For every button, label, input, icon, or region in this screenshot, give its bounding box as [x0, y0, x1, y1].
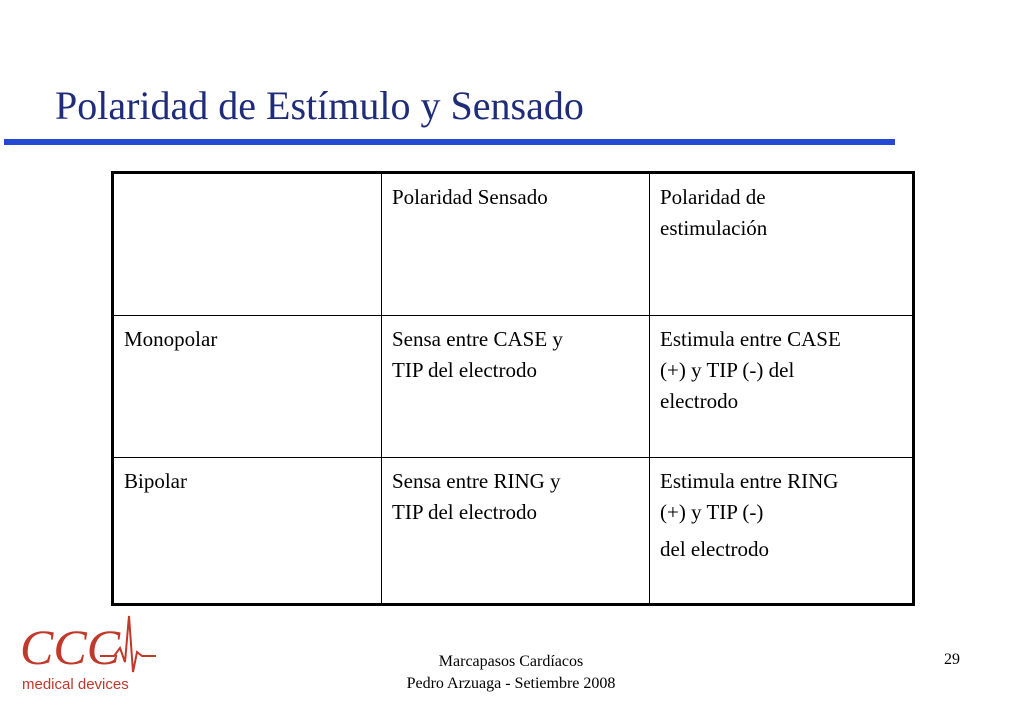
cell-line: electrodo: [660, 389, 739, 413]
cell-line: TIP del electrodo: [392, 358, 538, 382]
logo-tagline: medical devices: [22, 676, 129, 693]
cell-estimulacion-bipolar: [650, 458, 914, 605]
cell-sensado-bipolar: [382, 458, 650, 605]
cell-line: Estimula entre RING: [660, 469, 839, 493]
header-cell-empty: [113, 173, 382, 316]
title-underline: [4, 139, 895, 145]
cell-line: TIP del electrodo: [392, 500, 538, 524]
cell-estimulacion-monopolar: [650, 316, 914, 458]
table-row: [113, 458, 914, 605]
table-row: [113, 316, 914, 458]
cell-line: Polaridad Sensado: [392, 185, 548, 209]
cell-line: Estimula entre CASE: [660, 327, 841, 351]
cell-line: Polaridad de: [660, 185, 766, 209]
ccc-heartbeat-icon: [18, 612, 158, 676]
cell-line: estimulación: [660, 216, 768, 240]
footer-course-title: Marcapasos Cardíacos: [438, 653, 584, 670]
header-cell-sensado: [382, 173, 650, 316]
table-header-row: [113, 173, 914, 316]
ccc-logo: [18, 612, 158, 696]
slide-title: Polaridad de Estímulo y Sensado: [55, 83, 584, 128]
cell-line: (+) y TIP (-): [660, 500, 764, 524]
footer: [360, 651, 662, 695]
logo-letters: CCC: [20, 619, 121, 675]
page-number: 29: [944, 651, 960, 668]
footer-author-date: Pedro Arzuaga - Setiembre 2008: [406, 675, 616, 692]
cell-line: (+) y TIP (-) del: [660, 358, 795, 382]
row-label-monopolar: Monopolar: [113, 316, 382, 458]
header-cell-estimulacion: [650, 173, 914, 316]
cell-sensado-monopolar: [382, 316, 650, 458]
polarity-table: [111, 171, 915, 606]
cell-line: Sensa entre CASE y: [392, 327, 563, 351]
row-label-bipolar: Bipolar: [113, 458, 382, 605]
cell-line: del electrodo: [660, 537, 770, 561]
cell-line: Sensa entre RING y: [392, 469, 561, 493]
